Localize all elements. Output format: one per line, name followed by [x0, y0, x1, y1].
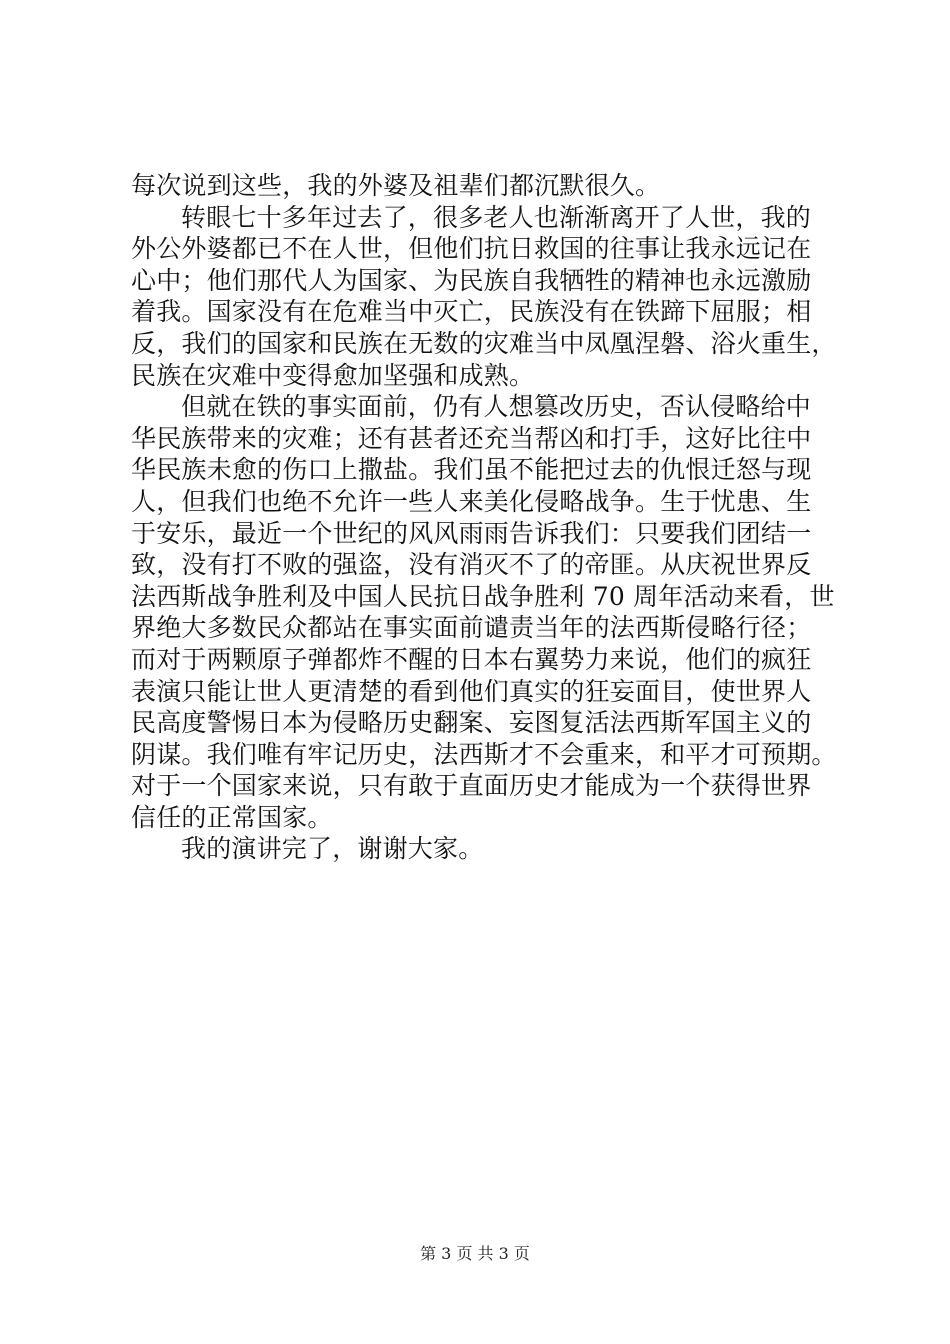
text-line: 阴谋。我们唯有牢记历史，法西斯才不会重来，和平才可预期。 — [131, 739, 837, 769]
text-line: 对于一个国家来说，只有敢于直面历史才能成为一个获得世界 — [131, 771, 812, 801]
text-line: 我的演讲完了，谢谢大家。 — [181, 834, 484, 864]
page-number: 第 3 页 共 3 页 — [420, 1244, 530, 1263]
text-line: 致，没有打不败的强盗，没有消灭不了的帝匪。从庆祝世界反 — [131, 550, 812, 580]
text-line: 着我。国家没有在危难当中灭亡，民族没有在铁蹄下屈服；相 — [131, 297, 812, 327]
page-footer — [0, 1244, 950, 1264]
text-line: 表演只能让世人更清楚的看到他们真实的狂妄面目，使世界人 — [131, 676, 812, 706]
text-line: 外公外婆都已不在人世，但他们抗日救国的往事让我永远记在 — [131, 234, 812, 264]
text-line: 华民族带来的灾难；还有甚者还充当帮凶和打手，这好比往中 — [131, 423, 812, 453]
text-line: 而对于两颗原子弹都炸不醒的日本右翼势力来说，他们的疯狂 — [131, 644, 812, 674]
text-line: 转眼七十多年过去了，很多老人也渐渐离开了人世，我的 — [181, 202, 812, 232]
speech-body-text — [131, 170, 837, 865]
text-line: 民高度警惕日本为侵略历史翻案、妄图复活法西斯军国主义的 — [131, 708, 812, 738]
text-line: 于安乐，最近一个世纪的风风雨雨告诉我们：只要我们团结一 — [131, 518, 812, 548]
text-line: 人，但我们也绝不允许一些人来美化侵略战争。生于忧患、生 — [131, 486, 812, 516]
text-line: 民族在灾难中变得愈加坚强和成熟。 — [131, 360, 535, 390]
text-line: 华民族未愈的伤口上撒盐。我们虽不能把过去的仇恨迁怒与现 — [131, 455, 812, 485]
text-line: 界绝大多数民众都站在事实面前谴责当年的法西斯侵略行径； — [131, 613, 812, 643]
text-line: 但就在铁的事实面前，仍有人想篡改历史，否认侵略给中 — [181, 392, 812, 422]
text-line: 法西斯战争胜利及中国人民抗日战争胜利 70 周年活动来看，世 — [131, 581, 835, 611]
text-line: 每次说到这些，我的外婆及祖辈们都沉默很久。 — [131, 171, 661, 200]
text-line: 信任的正常国家。 — [131, 802, 333, 832]
text-line: 反，我们的国家和民族在无数的灾难当中凤凰涅磐、浴火重生， — [131, 328, 837, 358]
text-line: 心中；他们那代人为国家、为民族自我牺牲的精神也永远激励 — [131, 265, 812, 295]
